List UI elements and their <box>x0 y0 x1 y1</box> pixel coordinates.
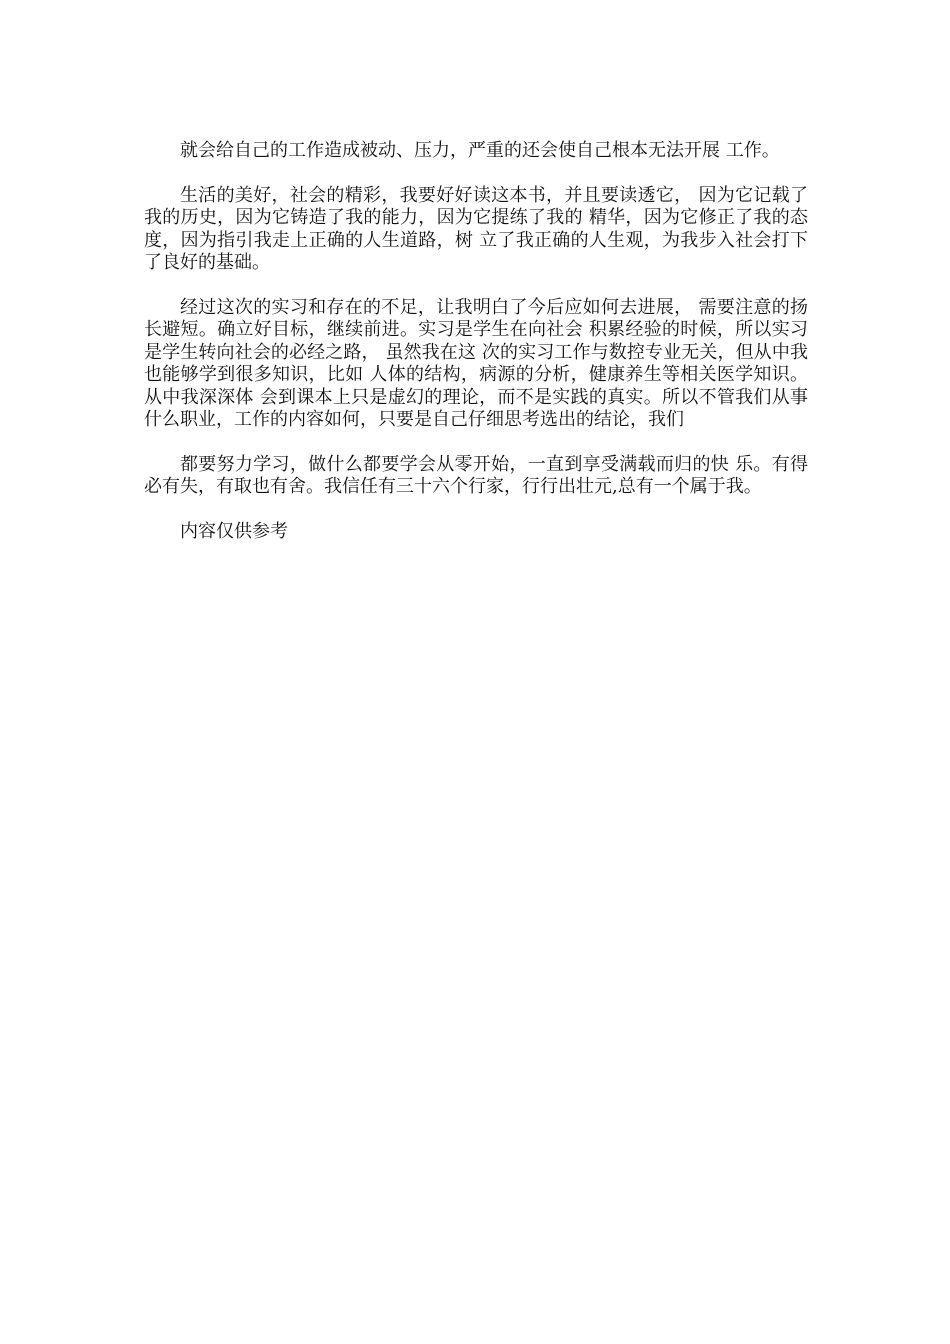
paragraph-3: 经过这次的实习和存在的不足，让我明白了今后应如何去进展， 需要注意的扬长避短。确立好目标，继续前进。实习是学生在向社会 积累经验的时候，所以实习是学生转向社会的必经之路， 虽然我在这 次的实习工作与数控专业无关，但从中我也能够学到很多知识，比如 人体的结构，病源的分析，健康养生等相关医学知识。从中我深深体 会到课本上只是虚幻的理论，而不是实践的真实。所以不管我们从事 什么职业，工作的内容如何，只要是自己仔细思考选出的结论，我们 <box>144 296 808 430</box>
paragraph-2: 生活的美好，社会的精彩，我要好好读这本书，并且要读透它， 因为它记载了我的历史，因为它铸造了我的能力，因为它提练了我的 精华，因为它修正了我的态度，因为指引我走上正确的人生道路，树 立了我正确的人生观，为我步入社会打下了良好的基础。 <box>144 184 808 273</box>
document-body <box>144 140 808 543</box>
paragraph-4: 都要努力学习，做什么都要学会从零开始，一直到享受满载而归的快 乐。有得必有失，有取也有舍。我信任有三十六个行家，行行出壮元,总有一个属于我。 <box>144 453 808 497</box>
paragraph-1: 就会给自己的工作造成被动、压力，严重的还会使自己根本无法开展 工作。 <box>180 140 780 161</box>
reference-note: 内容仅供参考 <box>180 520 288 542</box>
